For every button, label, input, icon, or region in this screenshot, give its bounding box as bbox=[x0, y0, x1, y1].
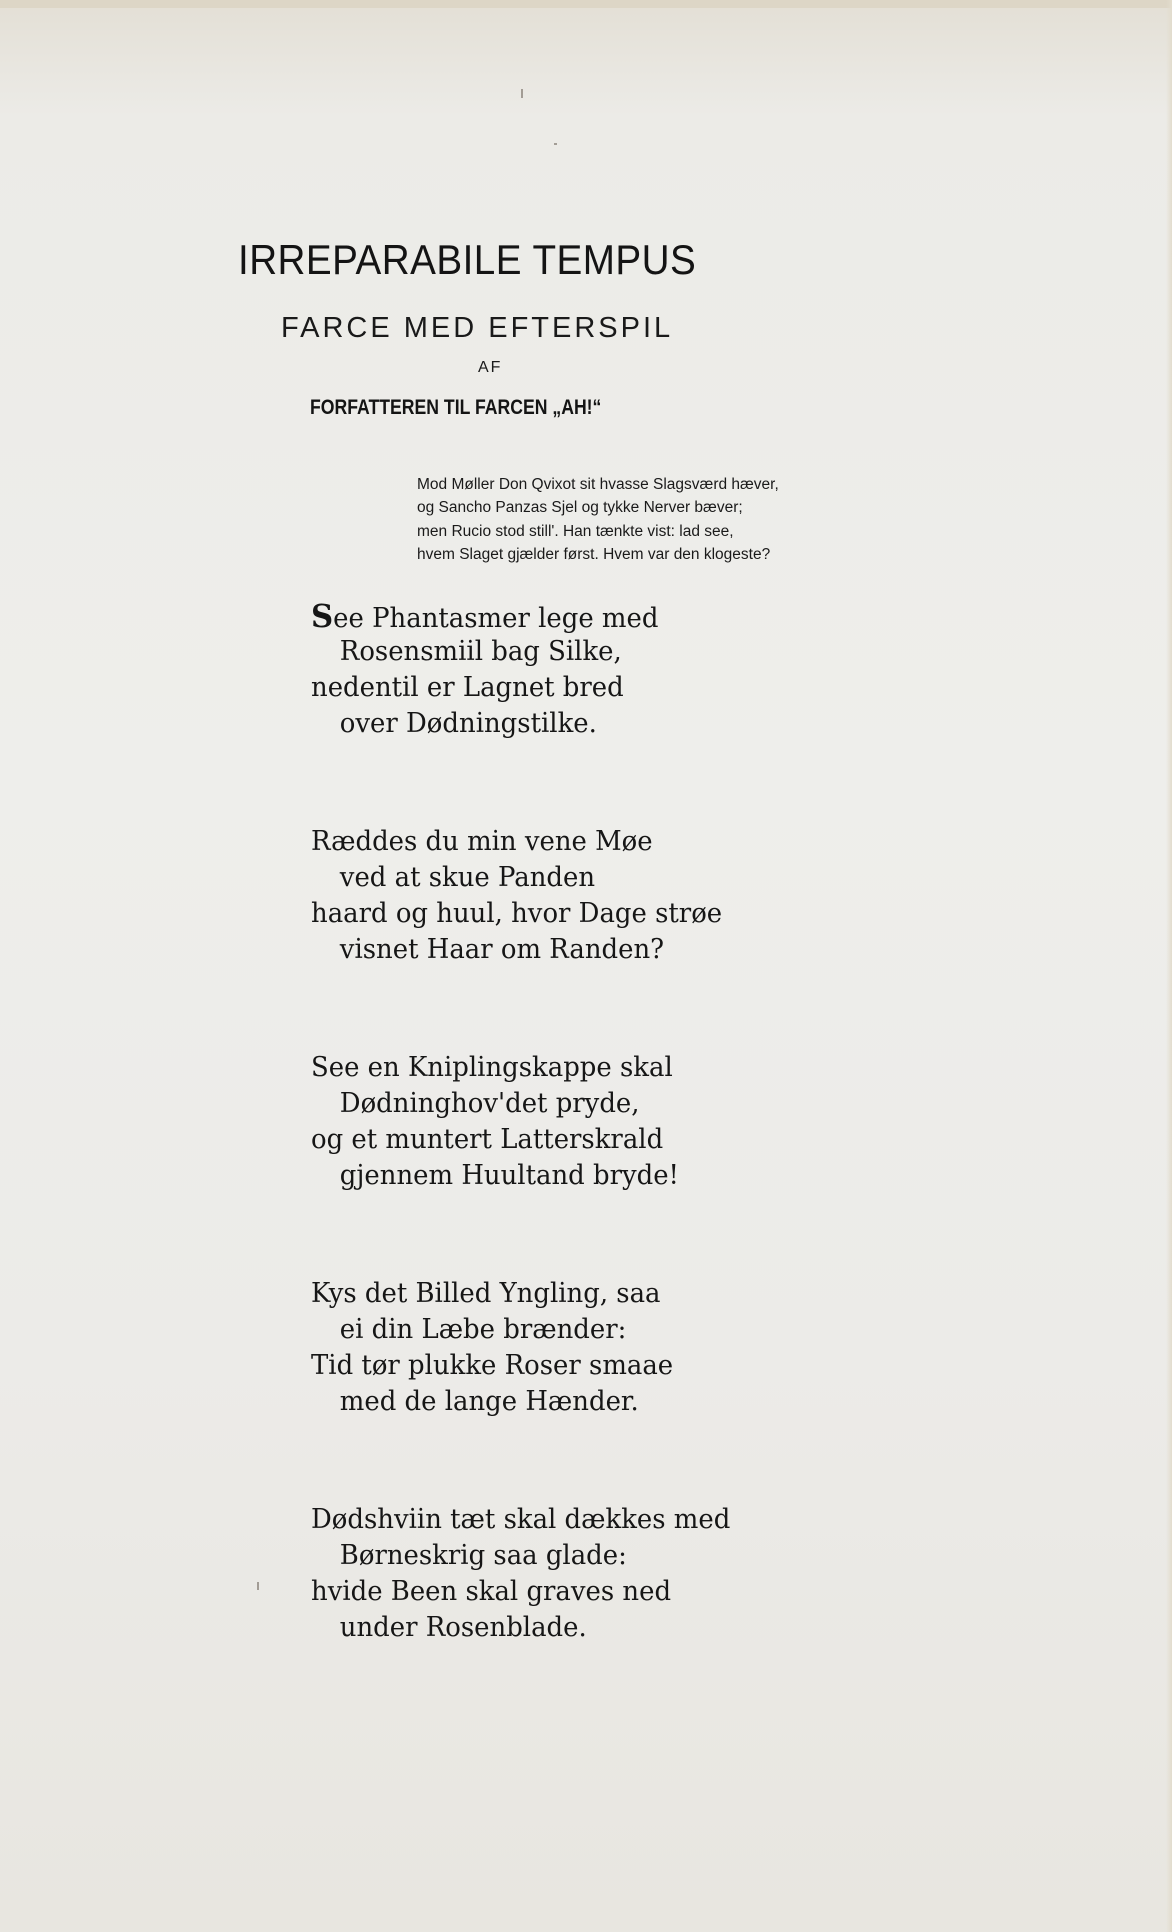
epigraph-line: og Sancho Panzas Sjel og tykke Nerver bæver; bbox=[417, 499, 743, 517]
poem-line: Ræddes du min vene Møe bbox=[311, 826, 653, 857]
poem-line: ved at skue Panden bbox=[339, 862, 596, 893]
poem-line: Dødshviin tæt skal dækkes med bbox=[311, 1504, 731, 1535]
epigraph bbox=[417, 473, 779, 566]
stanza-1 bbox=[311, 598, 748, 742]
byline-af: AF bbox=[478, 359, 503, 376]
poem-line: visnet Haar om Randen? bbox=[339, 934, 665, 965]
stanza-5 bbox=[311, 1502, 748, 1646]
poem-line: med de lange Hænder. bbox=[339, 1386, 639, 1417]
epigraph-line: men Rucio stod still'. Han tænkte vist: lad see, bbox=[417, 522, 734, 540]
poem-line: ei din Læbe brænder: bbox=[339, 1314, 627, 1345]
page-title: IRREPARABILE TEMPUS bbox=[238, 236, 697, 283]
paper-edge-top bbox=[0, 0, 1172, 8]
poem-line: og et muntert Latterskrald bbox=[311, 1124, 664, 1155]
epigraph-line: Mod Møller Don Qvixot sit hvasse Slagsværd hæver, bbox=[417, 476, 779, 493]
poem bbox=[311, 598, 748, 1646]
poem-line: See en Kniplingskappe skal bbox=[311, 1052, 673, 1083]
poem-line: haard og huul, hvor Dage strøe bbox=[311, 898, 723, 929]
poem-line: Kys det Billed Yngling, saa bbox=[311, 1278, 661, 1309]
first-line-rest: ee Phantasmer lege med bbox=[333, 603, 659, 634]
paper-edge-right bbox=[1166, 0, 1172, 1932]
poem-line: Tid tør plukke Roser smaae bbox=[311, 1350, 674, 1381]
page-subtitle: FARCE MED EFTERSPIL bbox=[281, 312, 674, 344]
poem-line: under Rosenblade. bbox=[339, 1612, 587, 1643]
epigraph-line: hvem Slaget gjælder først. Hvem var den klogeste? bbox=[417, 545, 771, 563]
paper-speck bbox=[521, 89, 523, 98]
poem-line: Dødninghov'det pryde, bbox=[339, 1088, 640, 1119]
poem-line: hvide Been skal graves ned bbox=[311, 1576, 672, 1607]
poem-line: over Dødningstilke. bbox=[339, 708, 597, 739]
author-line: FORFATTEREN TIL FARCEN „AH!“ bbox=[310, 396, 602, 419]
poem-line: gjennem Huultand bryde! bbox=[339, 1160, 679, 1191]
paper-speck bbox=[257, 1582, 259, 1590]
paper-speck bbox=[554, 143, 557, 145]
poem-line: nedentil er Lagnet bred bbox=[311, 672, 624, 703]
poem-line bbox=[311, 598, 730, 634]
stanza-2 bbox=[311, 824, 748, 968]
stanza-4 bbox=[311, 1276, 748, 1420]
poem-line: Børneskrig saa glade: bbox=[339, 1540, 627, 1571]
stanza-3 bbox=[311, 1050, 748, 1194]
poem-line: Rosensmiil bag Silke, bbox=[339, 636, 622, 667]
initial-letter: S bbox=[311, 597, 334, 635]
